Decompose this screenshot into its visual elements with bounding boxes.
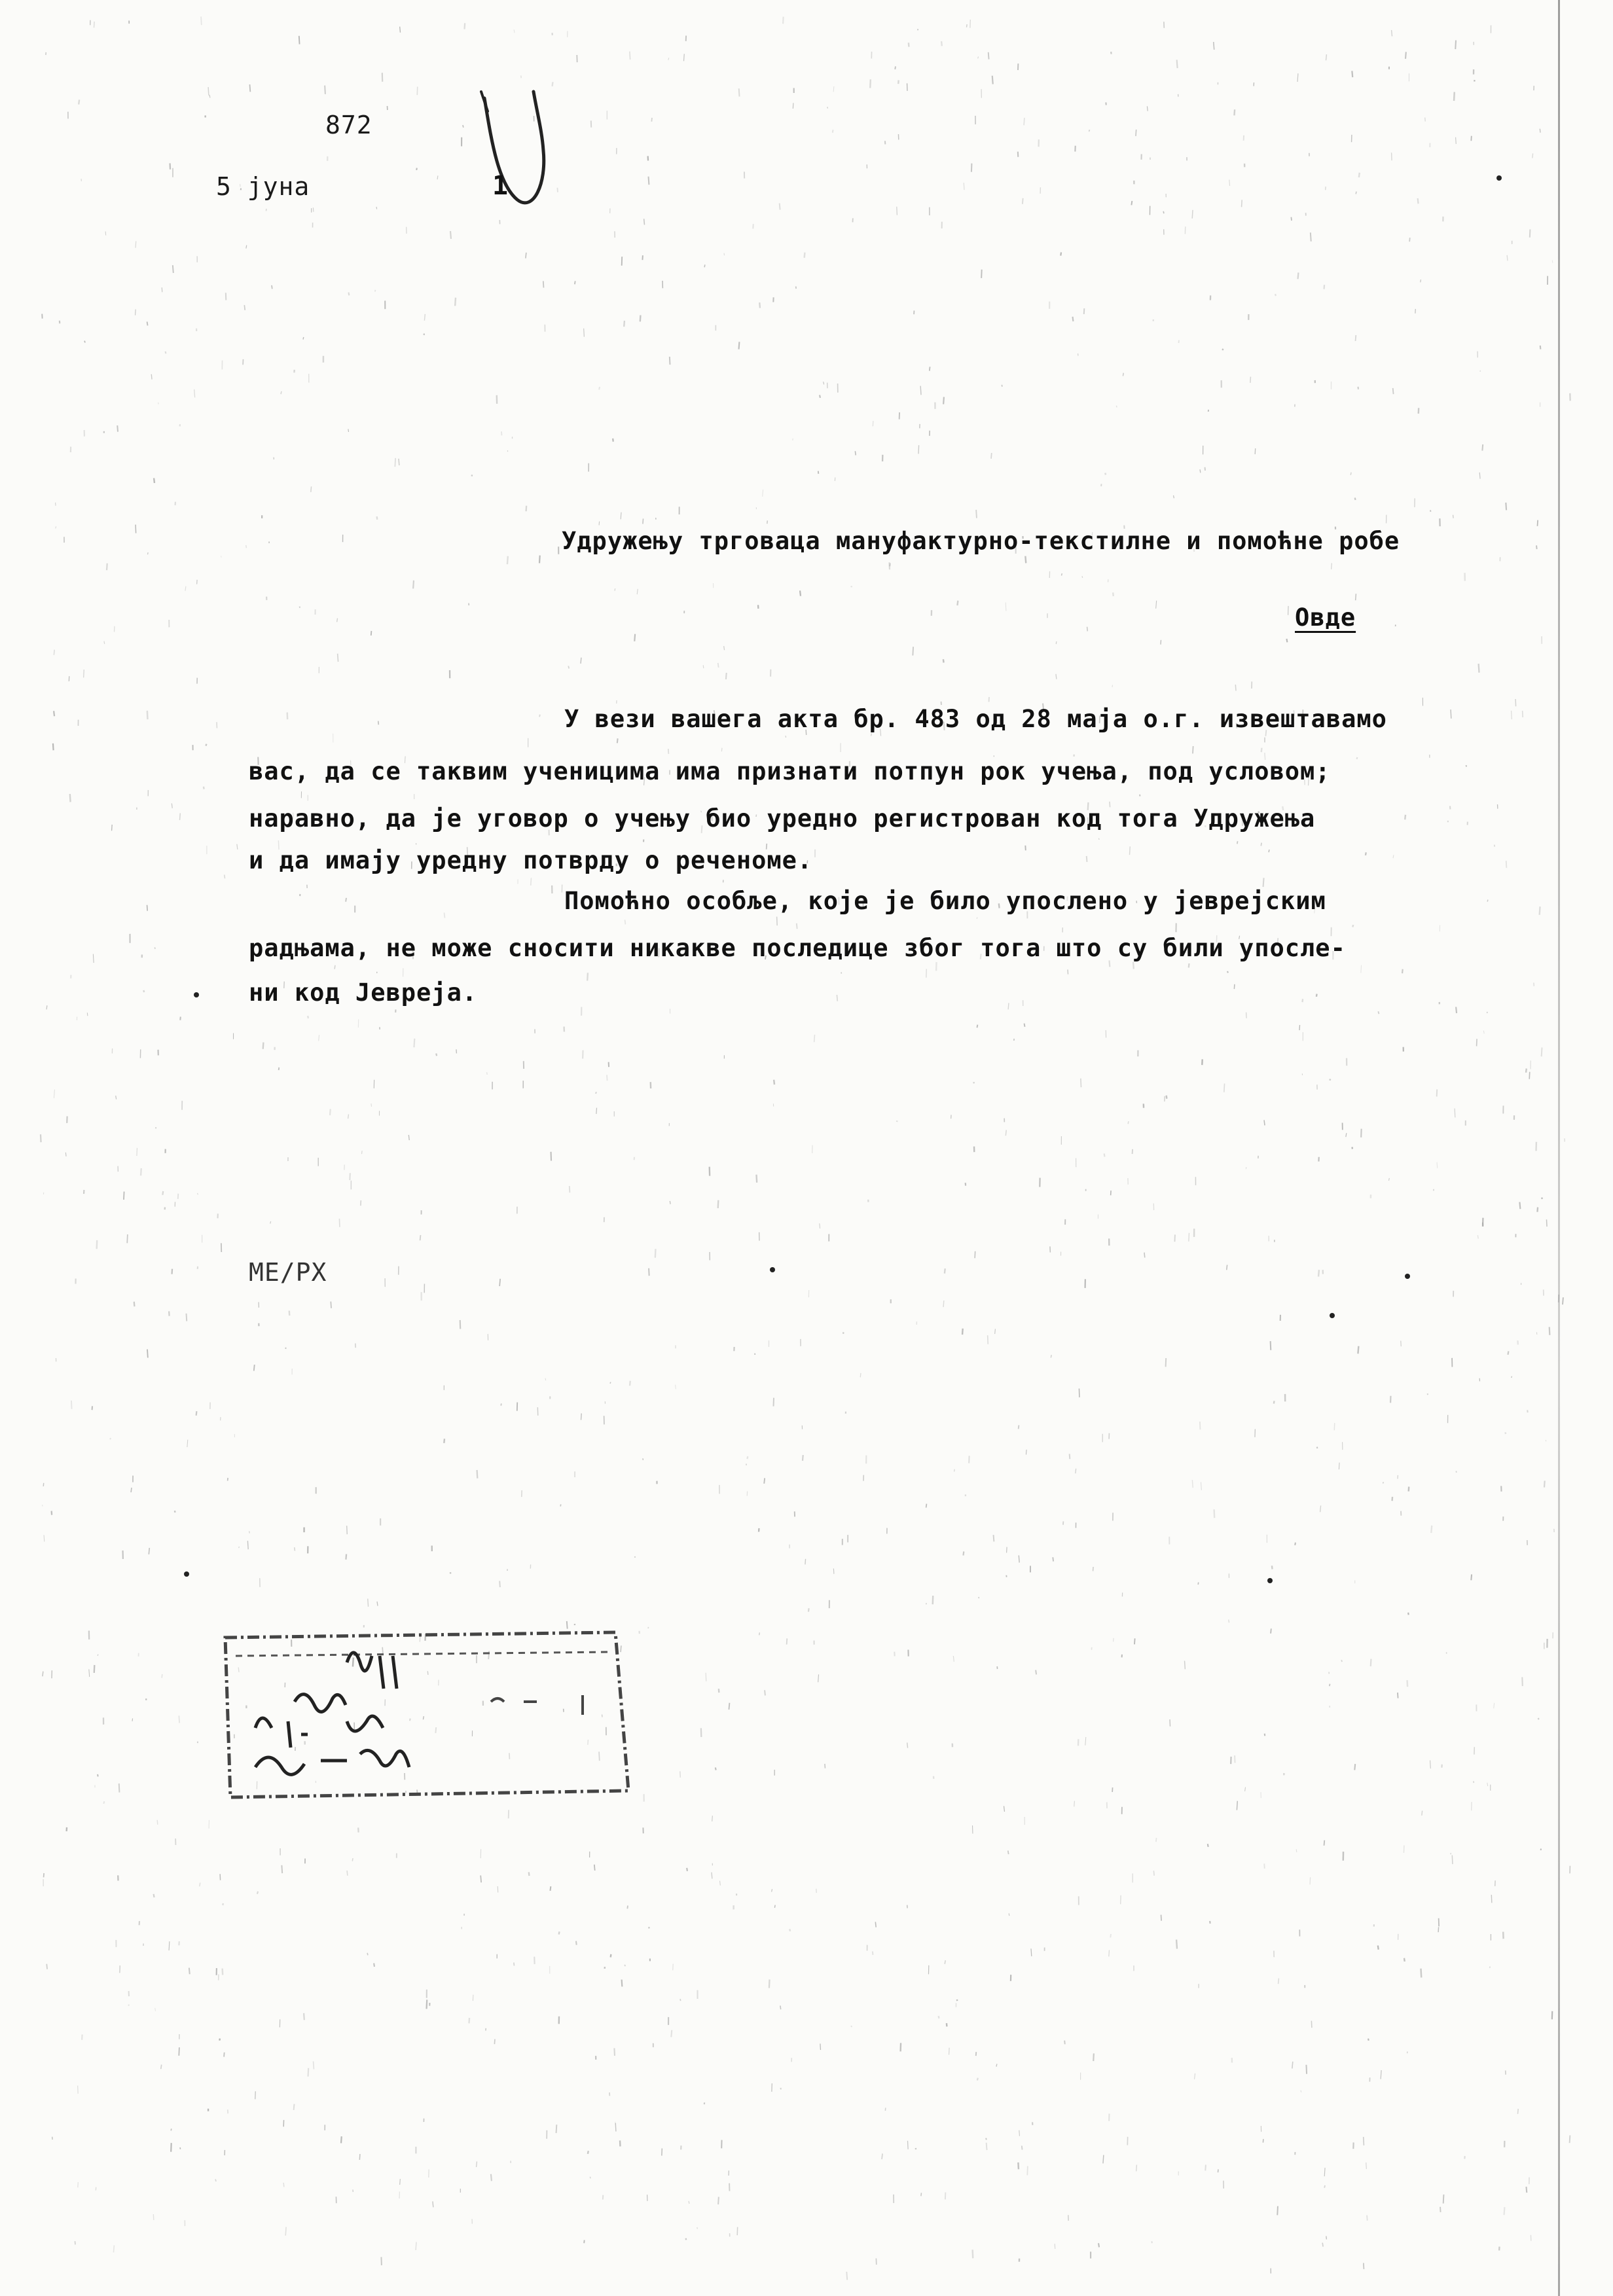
handwritten-number: 1 bbox=[492, 171, 509, 201]
body-line-3: наравно, да је уговор о учењу био уредно регистрован код тога Удружења bbox=[249, 804, 1316, 833]
body-line-5: Помоћно особље, које је било упослено у јеврејским bbox=[564, 887, 1326, 915]
body-line-7: ни код Јевреја. bbox=[249, 978, 478, 1007]
document-date: 5 јуна bbox=[216, 172, 310, 201]
body-line-2: вас, да се таквим ученицима има признати потпун рок учења, под условом; bbox=[249, 757, 1331, 785]
addressee-location: Овде bbox=[1295, 603, 1356, 632]
body-line-1: У вези вашега акта бр. 483 од 28 маја о.г. извештавамо bbox=[564, 705, 1387, 733]
addressee-name: Удружењу трговаца мануфактурно-текстилне и помоћне робе bbox=[562, 527, 1400, 555]
document-number: 872 bbox=[325, 111, 372, 139]
body-line-4: и да имају уредну потврду о реченоме. bbox=[249, 846, 813, 874]
author-initials: МЕ/РХ bbox=[249, 1258, 327, 1287]
archive-stamp bbox=[216, 1630, 635, 1800]
handwritten-mark bbox=[471, 85, 563, 216]
body-line-6: радњама, не може сносити никакве последице због тога што су били упосле- bbox=[249, 934, 1346, 962]
